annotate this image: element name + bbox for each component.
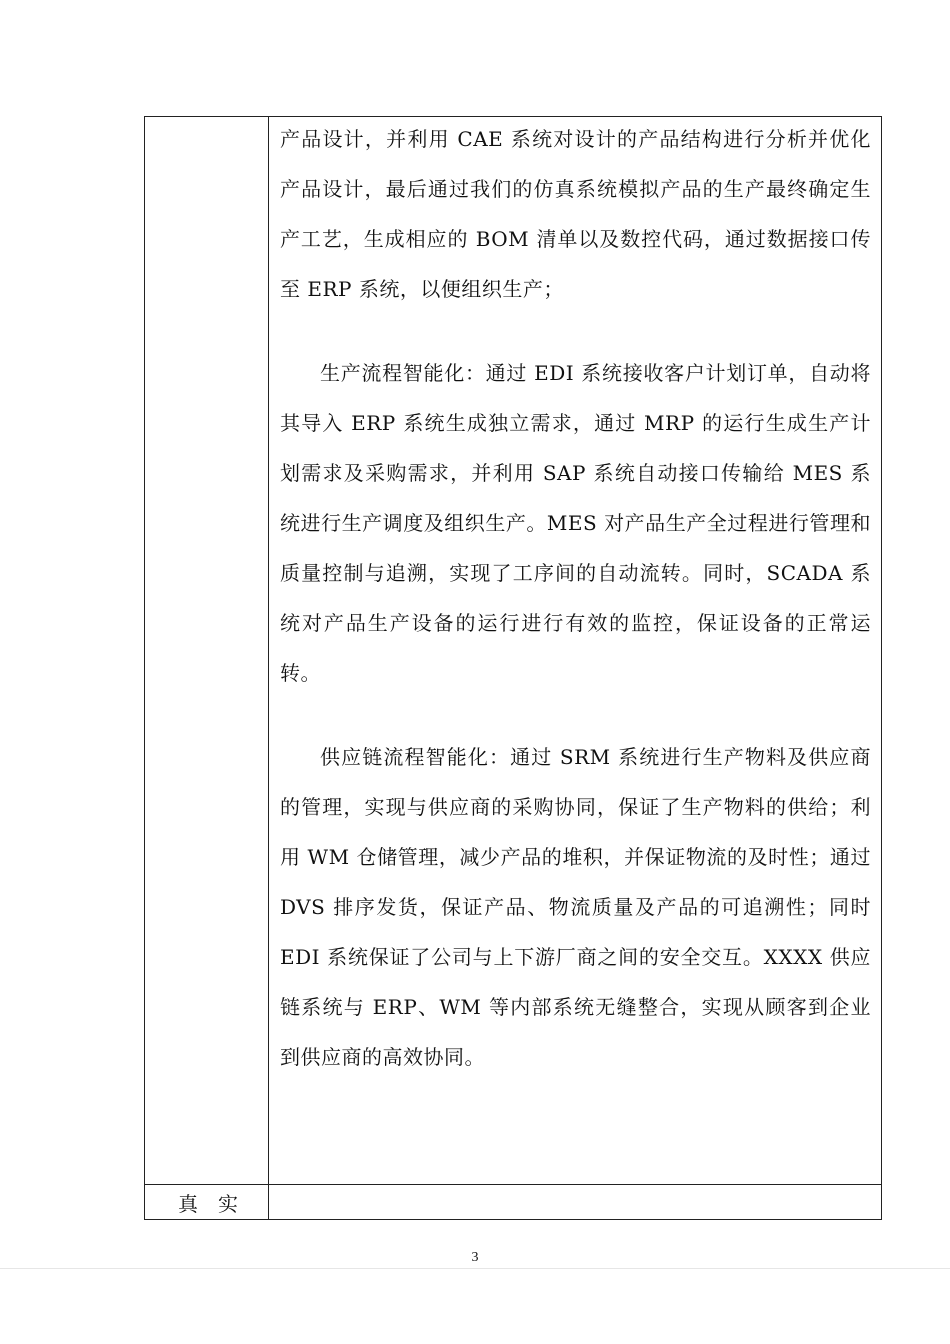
row-label: 真实 xyxy=(145,1185,269,1220)
content-row xyxy=(145,117,882,1185)
paragraph-gap xyxy=(280,698,871,732)
paragraph-product-design: 产品设计，并利用 CAE 系统对设计的产品结构进行分析并优化产品设计，最后通过我们的仿真系统模拟产品的生产最终确定生产工艺，生成相应的 BOM 清单以及数控代码，通过数据接口传至 ERP 系统，以便组织生产； xyxy=(280,127,871,301)
paragraph-gap xyxy=(280,314,871,348)
label-cell-empty xyxy=(145,117,269,1185)
content-cell xyxy=(269,117,882,1185)
paragraph-supply-chain: 供应链流程智能化：通过 SRM 系统进行生产物料及供应商的管理，实现与供应商的采购协同，保证了生产物料的供给；利用 WM 仓储管理，减少产品的堆积，并保证物流的及时性；通过 DVS 排序发货，保证产品、物流质量及产品的可追溯性；同时 EDI 系统保证了公司与上下游厂商之间的安全交互。XXXX 供应链系统与 ERP、WM 等内部系统无缝整合，实现从顾客到企业到供应商的高效协同。 xyxy=(280,745,871,1069)
page-number: 3 xyxy=(471,1250,479,1265)
content-table xyxy=(144,116,882,1220)
footer-value-cell xyxy=(269,1185,882,1220)
page-divider xyxy=(0,1268,950,1269)
footer-row xyxy=(145,1185,882,1220)
paragraph-production-process: 生产流程智能化：通过 EDI 系统接收客户计划订单，自动将其导入 ERP 系统生成独立需求，通过 MRP 的运行生成生产计划需求及采购需求，并利用 SAP 系统自动接口传输给 MES 系统进行生产调度及组织生产。MES 对产品生产全过程进行管理和质量控制与追溯，实现了工序间的自动流转。同时，SCADA 系统对产品生产设备的运行进行有效的监控，保证设备的正常运转。 xyxy=(280,361,871,685)
